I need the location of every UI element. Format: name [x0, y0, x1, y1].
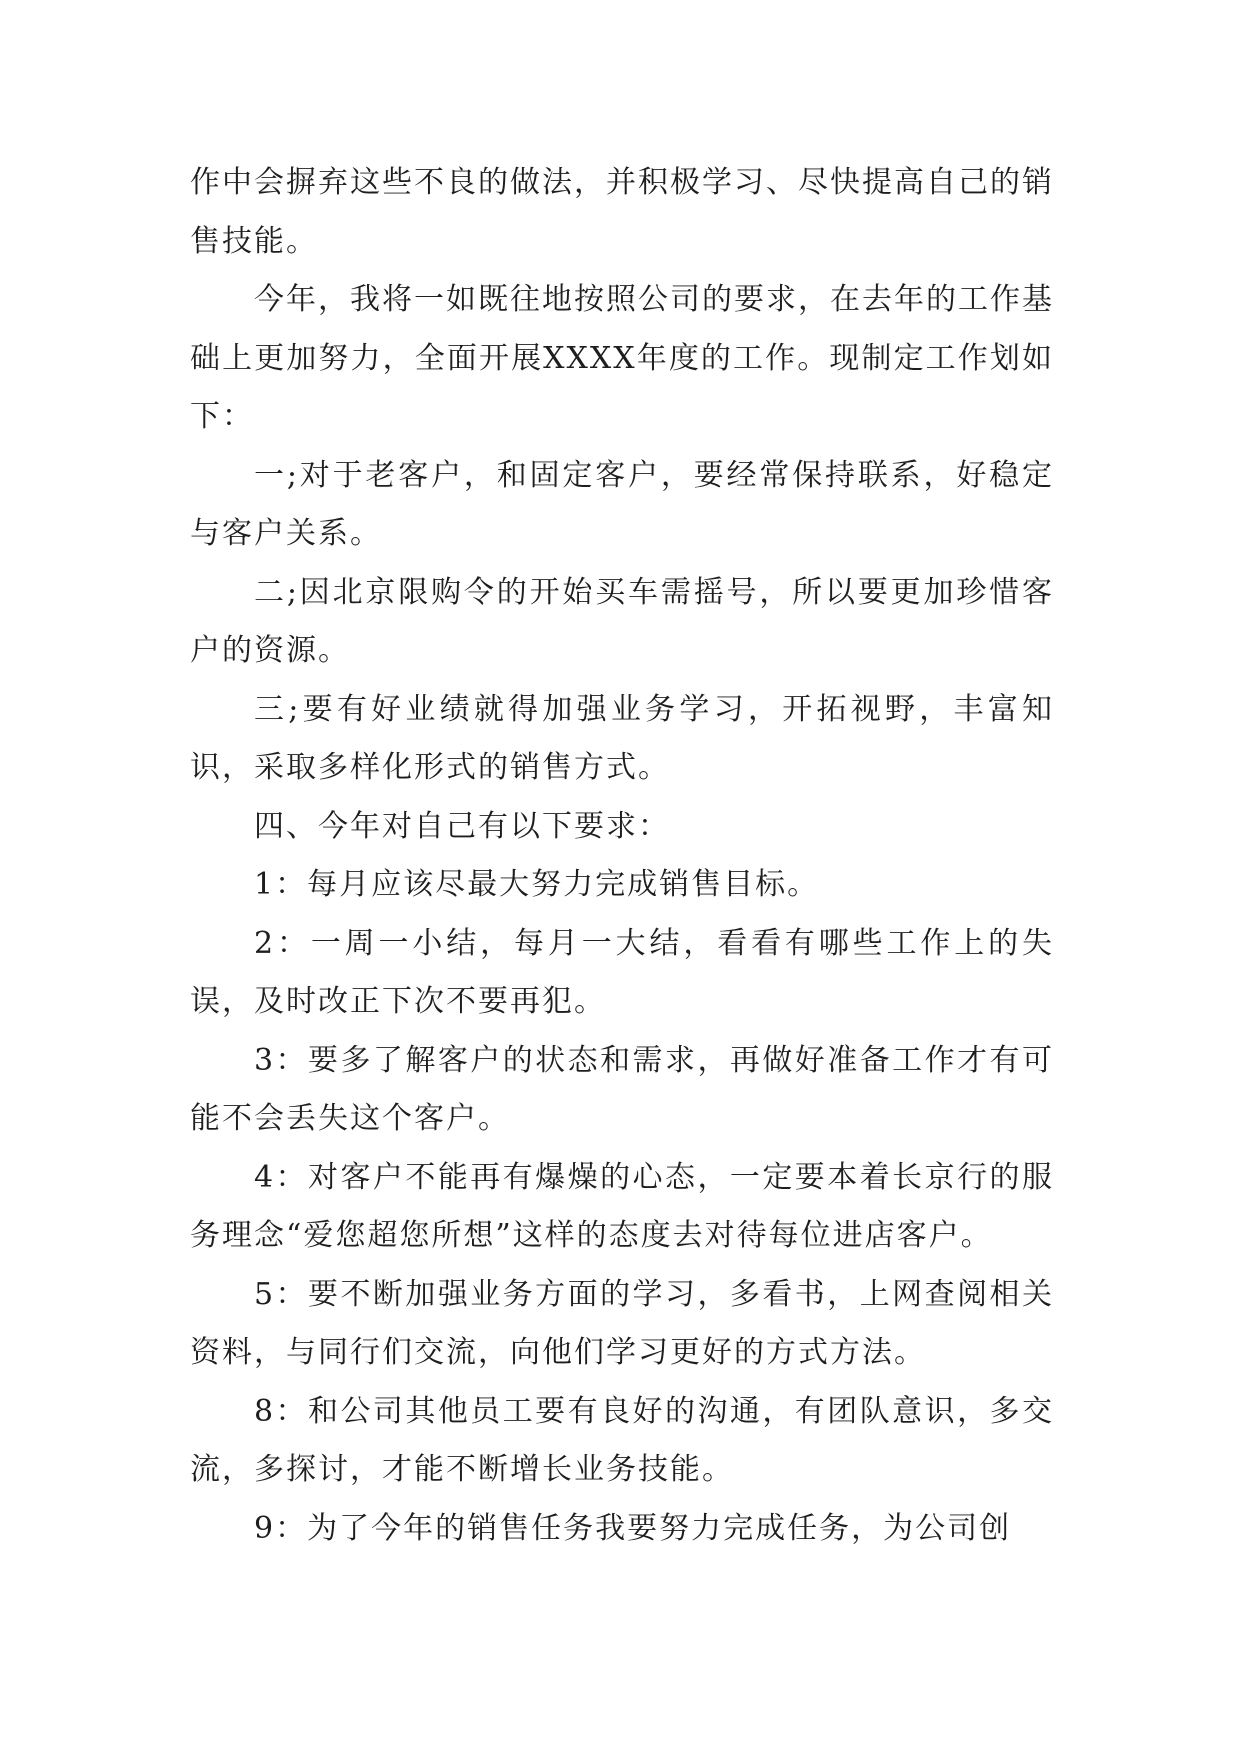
paragraph-item-2: 二;因北京限购令的开始买车需摇号，所以要更加珍惜客户的资源。: [190, 574, 1054, 668]
paragraph-item-3: 三;要有好业绩就得加强业务学习，开拓视野，丰富知识，采取多样化形式的销售方式。: [190, 691, 1054, 785]
paragraph-requirement-8: 8：和公司其他员工要有良好的沟通，有团队意识，多交流，多探讨，才能不断增长业务技能。: [190, 1393, 1054, 1487]
document-body: [190, 154, 1054, 1558]
paragraph-requirement-1: 1：每月应该尽最大努力完成销售目标。: [254, 867, 820, 902]
paragraph-requirement-2: 2：一周一小结，每月一大结，看看有哪些工作上的失误，及时改正下次不要再犯。: [190, 925, 1054, 1019]
paragraph-requirement-5: 5：要不断加强业务方面的学习，多看书，上网查阅相关资料，与同行们交流，向他们学习更好的方式方法。: [190, 1276, 1054, 1370]
paragraph-item-4-heading: 四、今年对自己有以下要求：: [254, 808, 670, 844]
paragraph-requirement-4: 4：对客户不能再有爆燥的心态，一定要本着长京行的服务理念“爱您超您所想”这样的态度去对待每位进店客户。: [190, 1159, 1054, 1253]
paragraph-intro: 今年，我将一如既往地按照公司的要求，在去年的工作基础上更加努力，全面开展XXXX年度的工作。现制定工作划如下：: [190, 282, 1054, 434]
paragraph-requirement-9: 9：为了今年的销售任务我要努力完成任务，为公司创: [254, 1510, 1012, 1546]
paragraph-item-1: 一;对于老客户，和固定客户，要经常保持联系，好稳定与客户关系。: [190, 457, 1054, 551]
paragraph-continued: 作中会摒弃这些不良的做法，并积极学习、尽快提高自己的销售技能。: [190, 165, 1054, 259]
paragraph-requirement-3: 3：要多了解客户的状态和需求，再做好准备工作才有可能不会丢失这个客户。: [190, 1042, 1054, 1136]
